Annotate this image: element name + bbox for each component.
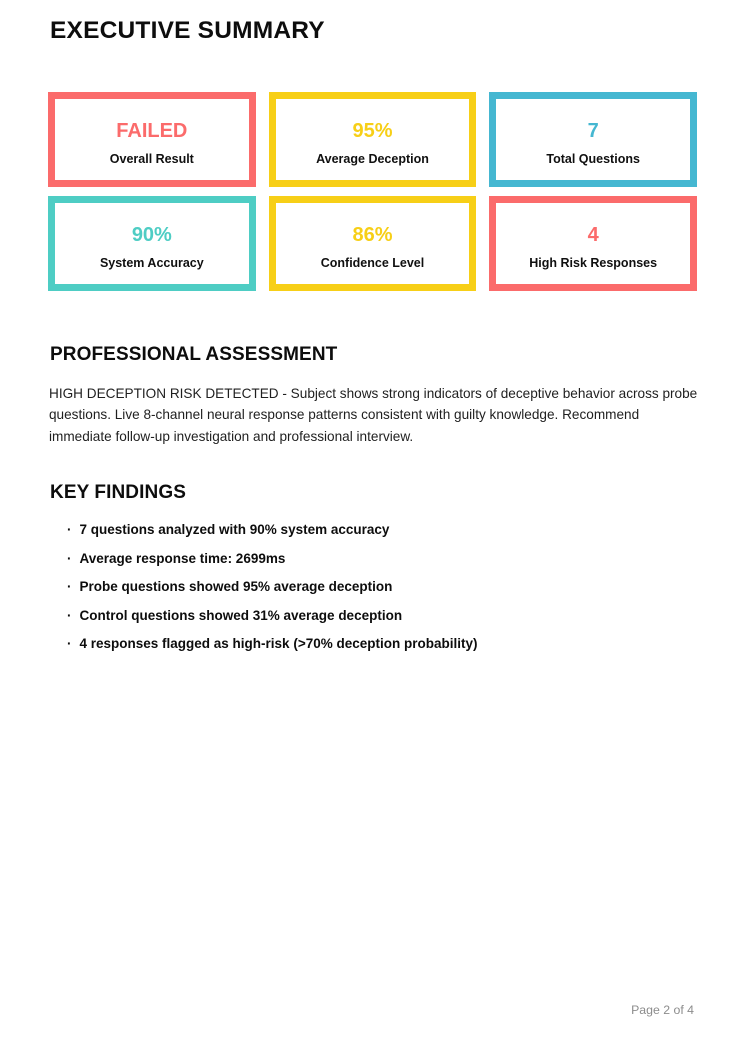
finding-item xyxy=(67,580,477,594)
finding-item xyxy=(67,637,477,651)
stat-card-high-risk-responses xyxy=(489,196,697,291)
stat-value: 4 xyxy=(587,224,599,246)
bullet-icon: · xyxy=(67,636,72,651)
finding-item xyxy=(67,552,477,566)
stat-card-confidence-level xyxy=(269,196,477,291)
bullet-icon: · xyxy=(67,607,72,623)
bullet-icon: · xyxy=(67,579,72,594)
stat-label: Average Deception xyxy=(316,152,429,166)
page-number: Page 2 of 4 xyxy=(631,1003,694,1017)
stat-label: Total Questions xyxy=(546,152,640,166)
stat-card-overall-result xyxy=(48,92,256,187)
stat-label: Overall Result xyxy=(109,152,194,166)
stat-card-average-deception xyxy=(269,92,477,187)
finding-item xyxy=(67,523,477,537)
findings-list xyxy=(67,523,477,666)
finding-text: Average response time: 2699ms xyxy=(79,550,286,566)
assessment-body: HIGH DECEPTION RISK DETECTED - Subject shows strong indicators of deceptive behavior across probe questions. Live 8-channel neural response patterns consistent with guilty knowledge. Recommend immediate follow-up investigation and professional interview. xyxy=(49,386,698,444)
stat-value: FAILED xyxy=(116,120,188,142)
assessment-heading: PROFESSIONAL ASSESSMENT xyxy=(50,344,338,365)
stat-value: 95% xyxy=(352,120,393,142)
bullet-icon: · xyxy=(67,550,72,566)
stat-label: Confidence Level xyxy=(320,256,425,270)
stat-value: 86% xyxy=(352,224,393,246)
summary-stats-grid xyxy=(48,92,697,291)
finding-text: 7 questions analyzed with 90% system accuracy xyxy=(79,522,390,537)
stat-label: System Accuracy xyxy=(99,256,204,270)
findings-heading: KEY FINDINGS xyxy=(50,482,186,503)
stat-value: 7 xyxy=(587,120,599,142)
finding-item xyxy=(67,609,477,623)
stat-card-system-accuracy xyxy=(48,196,256,291)
finding-text: Control questions showed 31% average deception xyxy=(79,607,403,623)
stat-label: High Risk Responses xyxy=(529,256,658,270)
finding-text: 4 responses flagged as high-risk (>70% deception probability) xyxy=(79,636,478,651)
page-title: EXECUTIVE SUMMARY xyxy=(50,17,325,44)
finding-text: Probe questions showed 95% average deception xyxy=(79,579,393,594)
bullet-icon: · xyxy=(67,522,72,537)
stat-value: 90% xyxy=(131,224,172,246)
stat-card-total-questions xyxy=(489,92,697,187)
